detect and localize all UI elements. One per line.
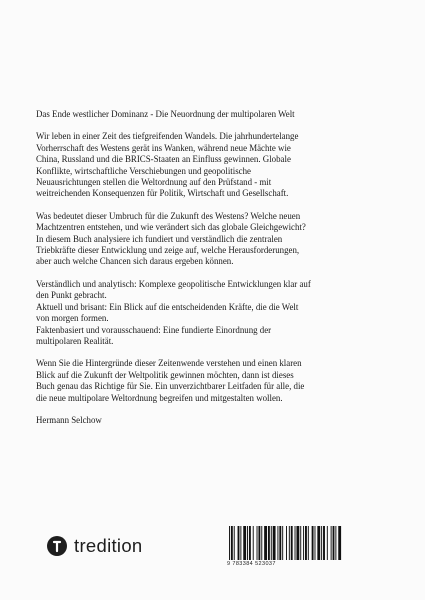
blurb-paragraph bbox=[36, 279, 386, 347]
text-line: In diesem Buch analysiere ich fundiert und verständlich die zentralen bbox=[36, 233, 283, 244]
blurb-paragraph bbox=[36, 358, 386, 404]
text-line: die neue multipolare Weltordnung begreifen und mitgestalten wollen. bbox=[36, 392, 283, 403]
text-line: Blick auf die Zukunft der Weltpolitik gewinnen möchten, dann ist dieses bbox=[36, 369, 294, 380]
blurb-paragraphs bbox=[36, 131, 386, 404]
text-line: aber auch welche Chancen sich daraus ergeben können. bbox=[36, 256, 234, 267]
text-line: Aktuell und brisant: Ein Blick auf die entscheidenden Kräfte, die die Welt bbox=[36, 301, 299, 312]
text-line: Vorherrschaft des Westens gerät ins Wanken, während neue Mächte wie bbox=[36, 142, 291, 153]
text-line: Neuausrichtungen stellen die Weltordnung auf den Prüfstand - mit bbox=[36, 177, 272, 188]
tredition-logo-icon bbox=[47, 536, 67, 556]
text-line: Wenn Sie die Hintergründe dieser Zeitenwende verstehen und einen klaren bbox=[36, 358, 302, 369]
title-line: Das Ende westlicher Dominanz - Die Neuordnung der multipolaren Welt bbox=[36, 109, 295, 119]
author-name: Hermann Selchow bbox=[36, 414, 102, 425]
text-line: Konflikte, wirtschaftliche Verschiebungen und geopolitische bbox=[36, 165, 251, 176]
text-line: China, Russland und die BRICS-Staaten an Einfluss gewinnen. Globale bbox=[36, 154, 291, 165]
text-line: Buch genau das Richtige für Sie. Ein unverzichtbarer Leitfaden für alle, die bbox=[36, 381, 305, 392]
text-line: von morgen formen. bbox=[36, 313, 109, 324]
publisher-logo bbox=[47, 535, 143, 557]
text-line: multipolaren Realität. bbox=[36, 335, 114, 346]
text-line: weitreichenden Konsequenzen für Politik, Wirtschaft und Gesellschaft. bbox=[36, 188, 289, 199]
isbn-barcode bbox=[227, 526, 343, 560]
text-line: Faktenbasiert und vorausschauend: Eine fundierte Einordnung der bbox=[36, 324, 272, 335]
publisher-name: tredition bbox=[74, 535, 143, 556]
text-line: Triebkräfte dieser Entwicklung und zeige auf, welche Herausforderungen, bbox=[36, 245, 300, 256]
text-line: Wir leben in einer Zeit des tiefgreifenden Wandels. Die jahrhundertelange bbox=[36, 131, 299, 142]
text-line: Was bedeutet dieser Umbruch für die Zukunft des Westens? Welche neuen bbox=[36, 210, 301, 221]
isbn-digits: 9 783384 523037 bbox=[227, 561, 276, 567]
blurb-paragraph bbox=[36, 131, 386, 199]
text-line: Machtzentren entstehen, und wie verändert sich das globale Gleichgewicht? bbox=[36, 222, 306, 233]
text-line: Verständlich und analytisch: Komplexe geopolitische Entwicklungen klar auf bbox=[36, 278, 311, 289]
blurb-paragraph bbox=[36, 211, 386, 268]
text-line: den Punkt gebracht. bbox=[36, 290, 107, 301]
blurb bbox=[36, 109, 386, 437]
